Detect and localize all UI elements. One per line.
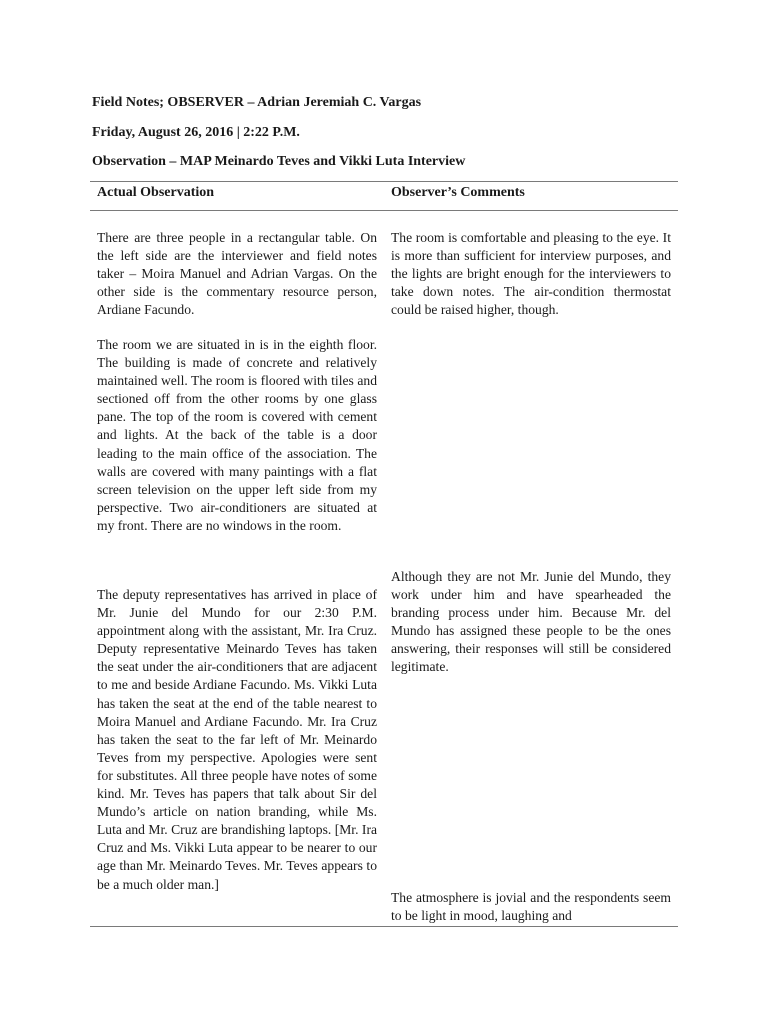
observation-title: Observation – MAP Meinardo Teves and Vikki Luta Interview — [92, 154, 466, 169]
column-header-actual-observation: Actual Observation — [97, 185, 215, 200]
table-top-border — [90, 181, 678, 182]
observation-paragraph-room: The room we are situated in is in the eighth floor. The building is made of concrete and relatively maintained well. The room is floored with tiles and sectioned off from the other rooms by one glass pane. The top of the room is covered with cement and lights. At the back of the table is a door leading to the main office of the association. The walls are covered with many paintings with a flat screen television on the upper left side from my perspective. Two air-conditioners are situated at my front. There are no windows in the room. — [97, 337, 377, 533]
table-bottom-border — [90, 926, 678, 927]
document-title: Field Notes; OBSERVER – Adrian Jeremiah C. Vargas — [92, 95, 422, 110]
comment-paragraph-room: The room is comfortable and pleasing to the eye. It is more than sufficient for interview purposes, and the lights are bright enough for the interviewers to take down notes. The air-condition thermostat could be raised higher, though. — [391, 230, 671, 318]
column-header-observers-comments: Observer’s Comments — [391, 185, 525, 200]
table-header-border — [90, 210, 678, 211]
observation-paragraph-seating: There are three people in a rectangular table. On the left side are the interviewer and field notes taker – Moira Manuel and Adrian Vargas. On the other side is the commentary resource person, Ardiane Facundo. — [97, 230, 377, 318]
comment-paragraph-legitimacy: Although they are not Mr. Junie del Mundo, they work under him and have spearheaded the branding process under him. Because Mr. del Mundo has assigned these people to be the ones answering, their responses will still be considered legitimate. — [391, 569, 671, 675]
observation-paragraph-deputies: The deputy representatives has arrived in place of Mr. Junie del Mundo for our 2:30 P.M. appointment along with the assistant, Mr. Ira Cruz. Deputy representative Meinardo Teves has taken the seat under the air-conditioners that are adjacent to me and beside Ardiane Facundo. Ms. Vikki Luta has taken the seat at the end of the table nearest to Moira Manuel and Ardiane Facundo. Mr. Ira Cruz has taken the seat to the far left of Mr. Meinardo Teves from my perspective. Apologies were sent for substitutes. All three people have notes of some kind. Mr. Teves has papers that talk about Sir del Mundo’s article on nation branding, while Ms. Luta and Mr. Cruz are brandishing laptops. [Mr. Ira Cruz and Ms. Vikki Luta appear to be nearer to our age than Mr. Meinardo Teves. Mr. Teves appears to be a much older man.] — [97, 587, 377, 892]
comment-paragraph-atmosphere: The atmosphere is jovial and the respondents seem to be light in mood, laughing and — [391, 890, 671, 924]
date-time-line: Friday, August 26, 2016 | 2:22 P.M. — [92, 125, 300, 140]
